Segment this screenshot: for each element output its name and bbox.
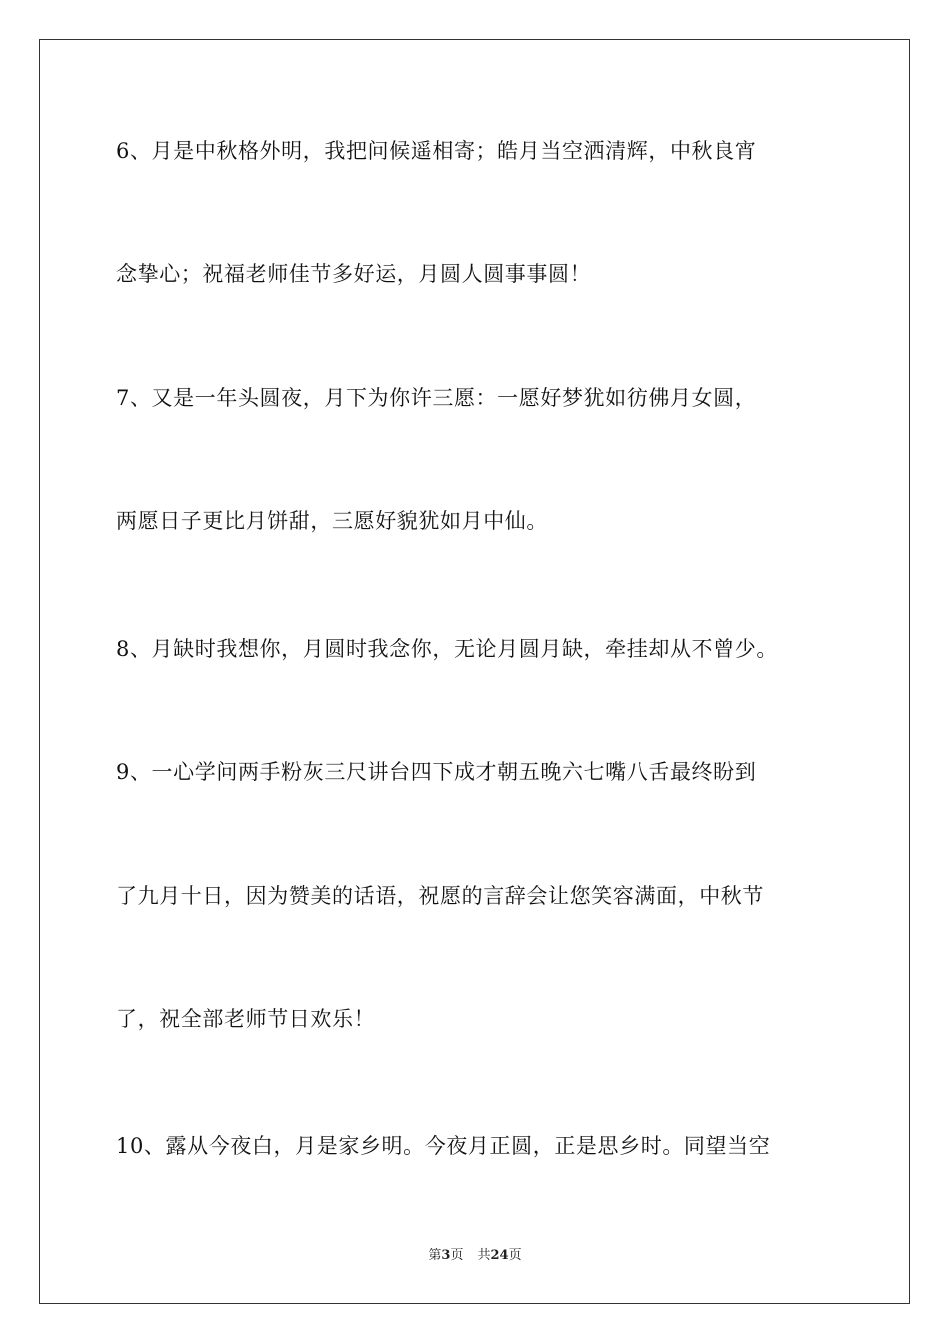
text-line: 念挚心；祝福老师佳节多好运，月圆人圆事事圆！ [116,262,592,286]
text-line: 9、一心学问两手粉灰三尺讲台四下成才朝五晚六七嘴八舌最终盼到 [116,760,757,784]
page-border [39,39,910,1304]
page-footer [0,1247,950,1265]
text-line: 了九月十日，因为赞美的话语，祝愿的言辞会让您笑容满面，中秋节 [116,884,764,908]
page-label-suffix: 页 [450,1248,464,1263]
text-line: 了，祝全部老师节日欢乐！ [116,1007,376,1031]
total-label-prefix: 共 [477,1248,491,1263]
text-line: 8、月缺时我想你，月圆时我念你，无论月圆月缺，牵挂却从不曾少。 [116,637,778,661]
text-line: 两愿日子更比月饼甜，三愿好貌犹如月中仙。 [116,509,548,533]
total-label-suffix: 页 [508,1248,522,1263]
page-number: 3 [441,1248,451,1263]
text-line: 7、又是一年头圆夜，月下为你许三愿：一愿好梦犹如彷佛月女圆， [116,386,757,410]
text-line: 10、露从今夜白，月是家乡明。今夜月正圆，正是思乡时。同望当空 [116,1134,771,1158]
text-line: 6、月是中秋格外明，我把问候遥相寄；皓月当空洒清辉，中秋良宵 [116,139,757,163]
page-label-prefix: 第 [428,1248,442,1263]
total-pages: 24 [490,1248,509,1263]
